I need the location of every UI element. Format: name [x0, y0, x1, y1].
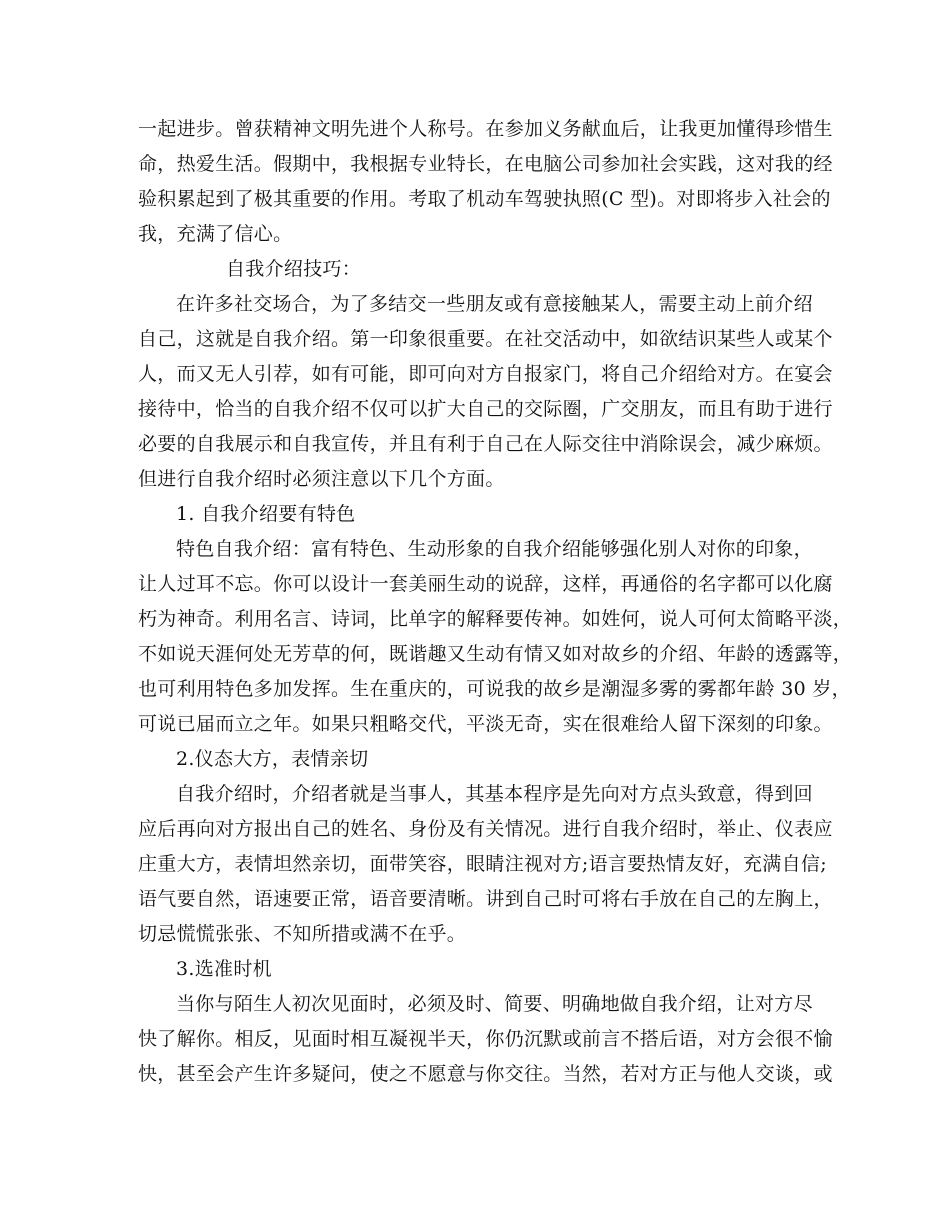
paragraph-line: 让人过耳不忘。你可以设计一套美丽生动的说辞，这样，再通俗的名字都可以化腐: [138, 573, 833, 595]
paragraph-line: 庄重大方，表情坦然亲切，面带笑容，眼睛注视对方;语言要热情友好，充满自信;: [138, 853, 827, 875]
paragraph-line: 切忌慌慌张张、不知所措或满不在乎。: [138, 923, 467, 945]
subsection-heading: 1. 自我介绍要有特色: [176, 503, 356, 525]
paragraph-line: 特色自我介绍：富有特色、生动形象的自我介绍能够强化别人对你的印象，: [176, 538, 813, 560]
paragraph-line: 我，充满了信心。: [138, 223, 293, 245]
paragraph-line: 可说已届而立之年。如果只粗略交代，平淡无奇，实在很难给人留下深刻的印象。: [138, 713, 833, 735]
paragraph-line: 自我介绍时，介绍者就是当事人，其基本程序是先向对方点头致意，得到回: [176, 783, 813, 805]
paragraph-line: 当你与陌生人初次见面时，必须及时、简要、明确地做自我介绍，让对方尽: [176, 993, 813, 1015]
document-body: [138, 112, 853, 1092]
subsection-heading: 3.选准时机: [176, 958, 272, 980]
paragraph-line: 快，甚至会产生许多疑问，使之不愿意与你交往。当然，若对方正与他人交谈，或: [138, 1063, 833, 1085]
paragraph-line: 但进行自我介绍时必须注意以下几个方面。: [138, 468, 505, 490]
section-heading: 自我介绍技巧：: [226, 258, 362, 280]
paragraph-line: 必要的自我展示和自我宣传，并且有利于自己在人际交往中消除误会，减少麻烦。: [138, 433, 833, 455]
paragraph-line: 不如说天涯何处无芳草的何，既谐趣又生动有情又如对故乡的介绍、年龄的透露等，: [138, 643, 853, 665]
paragraph-line: 语气要自然，语速要正常，语音要清晰。讲到自己时可将右手放在自己的左胸上，: [138, 888, 833, 910]
paragraph-line: 人，而又无人引荐，如有可能，即可向对方自报家门，将自己介绍给对方。在宴会: [138, 363, 833, 385]
paragraph-line: 命，热爱生活。假期中，我根据专业特长，在电脑公司参加社会实践，这对我的经: [138, 153, 833, 175]
paragraph-line: 快了解你。相反，见面时相互凝视半天，你仍沉默或前言不搭后语，对方会很不愉: [138, 1028, 833, 1050]
paragraph-line: 接待中，恰当的自我介绍不仅可以扩大自己的交际圈，广交朋友，而且有助于进行: [138, 398, 833, 420]
paragraph-line: 在许多社交场合，为了多结交一些朋友或有意接触某人，需要主动上前介绍: [176, 293, 813, 315]
paragraph-line: 验积累起到了极其重要的作用。考取了机动车驾驶执照(C 型)。对即将步入社会的: [138, 188, 831, 210]
subsection-heading: 2.仪态大方，表情亲切: [176, 748, 369, 770]
paragraph-line: 朽为神奇。利用名言、诗词，比单字的解释要传神。如姓何，说人可何太简略平淡，: [138, 608, 853, 630]
paragraph-line: 应后再向对方报出自己的姓名、身份及有关情况。进行自我介绍时，举止、仪表应: [138, 818, 833, 840]
paragraph-line: 也可利用特色多加发挥。生在重庆的，可说我的故乡是潮湿多雾的雾都年龄 30 岁，: [138, 678, 851, 700]
paragraph-line: 自己，这就是自我介绍。第一印象很重要。在社交活动中，如欲结识某些人或某个: [138, 328, 833, 350]
paragraph-line: 一起进步。曾获精神文明先进个人称号。在参加义务献血后，让我更加懂得珍惜生: [138, 118, 833, 140]
